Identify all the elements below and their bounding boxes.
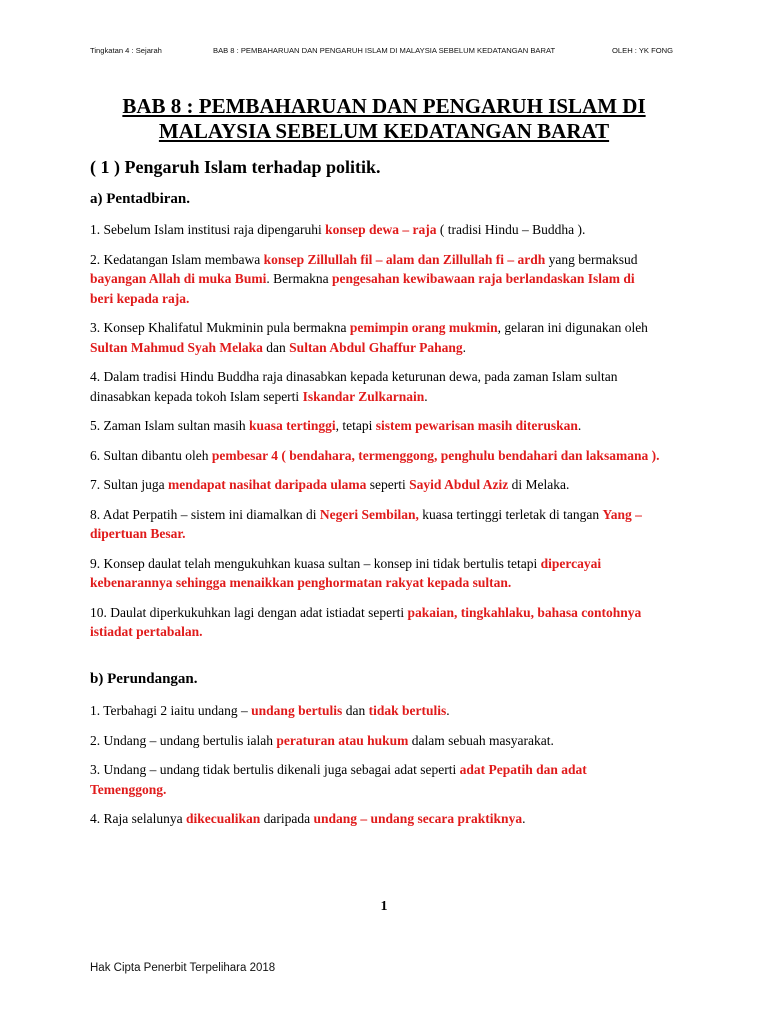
body-text: 3. Undang – undang tidak bertulis dikenali juga sebagai adat seperti [90,762,460,777]
page-number: 1 [380,899,388,914]
highlighted-text: pengesahan kewibawaan raja berlandaskan Islam di beri kepada raja. [90,271,635,306]
list-item [90,318,660,357]
list-item [90,731,660,751]
body-text: 2. Kedatangan Islam membawa [90,251,264,267]
body-text: seperti [366,477,410,492]
body-text: dan [262,339,290,355]
body-text: . Bermakna [266,271,332,286]
chapter-title [100,94,668,144]
highlighted-text: pemimpin orang mukmin [349,320,498,335]
highlighted-text: bayangan Allah di muka Bumi [90,271,267,286]
highlighted-text: mendapat nasihat daripada ulama [168,477,367,492]
highlighted-text: undang – undang secara praktiknya [313,811,523,826]
list-item [90,250,660,309]
body-text: 6. Sultan dibantu oleh [90,447,212,463]
list-item [90,505,660,544]
header-author: OLEH : YK FONG [612,46,674,55]
list-item [90,367,660,406]
list-item [90,416,660,436]
body-text: 3. Konsep Khalifatul Mukminin pula bermakna [90,320,350,335]
list-item [90,603,660,642]
highlighted-text: pembesar 4 ( bendahara, termenggong, penghulu bendahari dan laksamana ). [211,447,660,463]
body-text: . [522,811,526,826]
chapter-title-line-2: MALAYSIA SEBELUM KEDATANGAN BARAT [158,119,610,143]
body-text: 7. Sultan juga [90,477,168,492]
highlighted-text: dipercayai kebenarannya sehingga menaikkan penghormatan rakyat kepada sultan. [90,555,602,590]
list-item [90,809,660,829]
list-item [90,554,660,593]
body-text: daripada [260,811,314,826]
body-text: ( tradisi Hindu – Buddha ). [436,222,586,237]
body-text: 10. Daulat diperkukuhkan lagi dengan adat istiadat seperti [90,604,408,620]
body-text: 5. Zaman Islam sultan masih [90,418,249,433]
highlighted-text: konsep dewa – raja [325,222,437,237]
highlighted-text: sistem pewarisan masih diteruskan [375,418,578,433]
highlighted-text: Iskandar Zulkarnain [302,388,425,404]
highlighted-text: adat Pepatih dan adat Temenggong. [90,762,587,797]
body-text: . [446,703,450,718]
highlighted-text: pakaian, tingkahlaku, bahasa contohnya istiadat pertabalan. [90,604,642,639]
highlighted-text: kuasa tertinggi [248,418,336,433]
highlighted-text: dikecualikan [185,811,261,826]
subheading-pentadbiran: a) Pentadbiran. [90,191,191,207]
highlighted-text: Sayid Abdul Aziz [409,477,509,492]
body-text: , gelaran ini digunakan oleh [497,320,648,335]
body-text: . [462,339,466,355]
copyright-footer: Hak Cipta Penerbit Terpelihara 2018 [90,962,276,974]
list-item [90,446,660,466]
header-chapter: BAB 8 : PEMBAHARUAN DAN PENGARUH ISLAM DI MALAYSIA SEBELUM KEDATANGAN BARAT [213,46,556,55]
body-text: 8. Adat Perpatih – sistem ini diamalkan di [90,506,320,522]
body-text: 1. Sebelum Islam institusi raja dipengaruhi [90,222,326,237]
highlighted-text: konsep Zillullah fil – alam dan Zillullah fi – ardh [263,251,546,267]
highlighted-text: Sultan Mahmud Syah Melaka [90,339,263,355]
list-item [90,475,660,495]
body-text: , tetapi [335,418,376,433]
highlighted-text: Sultan Abdul Ghaffur Pahang [289,339,463,355]
body-text: . [424,388,428,404]
pentadbiran-list [90,220,660,652]
header-subject: Tingkatan 4 : Sejarah [90,46,162,55]
list-item [90,760,660,799]
body-text: 4. Raja selalunya [90,811,186,826]
body-text: 4. Dalam tradisi Hindu Buddha raja dinasabkan kepada keturunan dewa, pada zaman Islam sultan dinasabkan kepada tokoh Islam seperti [90,369,618,404]
body-text: yang bermaksud [545,251,638,267]
highlighted-text: tidak bertulis [368,703,447,718]
section-title: ( 1 ) Pengaruh Islam terhadap politik. [90,157,381,177]
body-text: dan [342,703,369,718]
list-item [90,701,660,721]
body-text: 9. Konsep daulat telah mengukuhkan kuasa sultan – konsep ini tidak bertulis tetapi [90,555,541,571]
body-text: 2. Undang – undang bertulis ialah [90,732,277,748]
perundangan-list [90,701,660,839]
body-text: . [577,418,582,433]
subheading-perundangan: b) Perundangan. [90,671,198,687]
body-text: 1. Terbahagi 2 iaitu undang – [90,703,252,718]
chapter-title-line-1: BAB 8 : PEMBAHARUAN DAN PENGARUH ISLAM DI [122,94,646,118]
highlighted-text: undang bertulis [251,703,343,718]
list-item [90,220,660,240]
body-text: kuasa tertinggi terletak di tangan [418,506,603,522]
highlighted-text: Yang – dipertuan Besar. [90,506,642,541]
body-text: dalam sebuah masyarakat. [408,732,554,748]
highlighted-text: peraturan atau hukum [276,732,409,748]
highlighted-text: Negeri Sembilan, [319,506,419,522]
body-text: di Melaka. [508,477,570,492]
